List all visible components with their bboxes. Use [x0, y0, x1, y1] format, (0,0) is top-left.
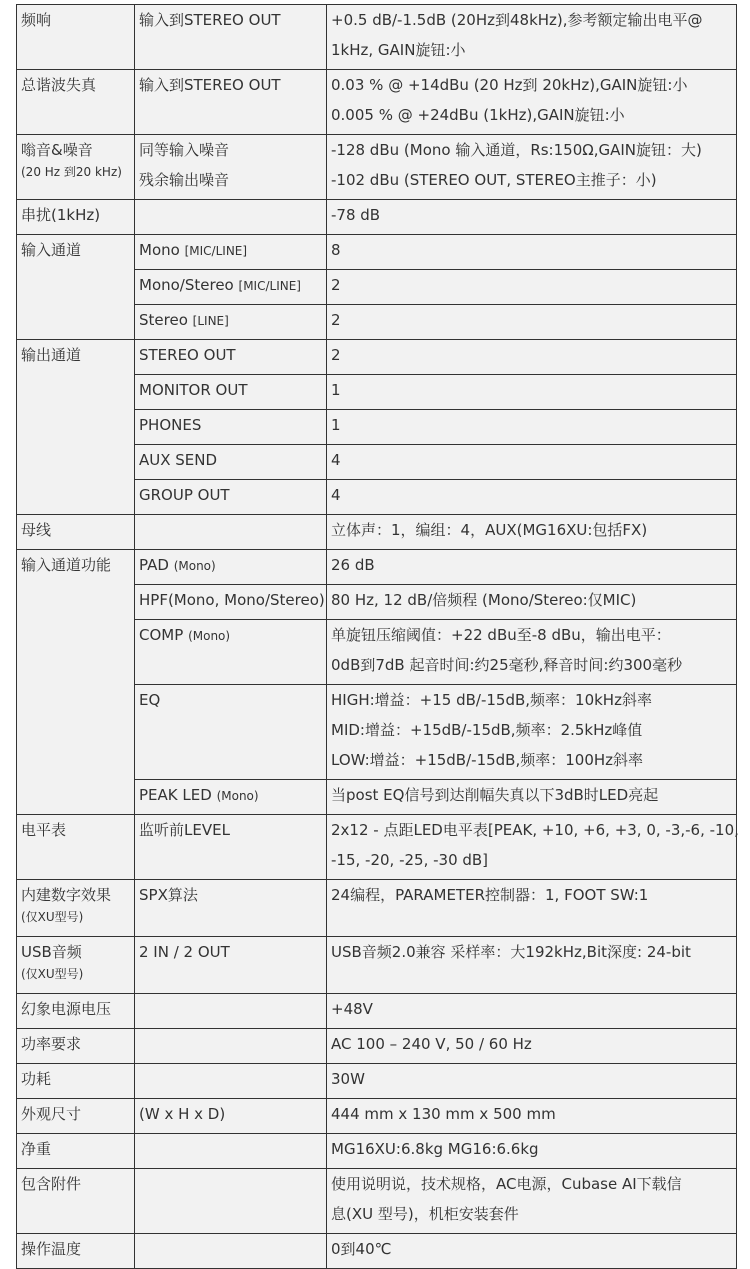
spec-condition — [135, 1064, 327, 1099]
spec-condition — [135, 550, 327, 585]
table-row — [17, 550, 737, 585]
table-row — [17, 340, 737, 375]
spec-value-text: 24编程，PARAMETER控制器：1, FOOT SW:1 — [331, 886, 649, 904]
spec-value-text: 2 — [331, 346, 341, 364]
table-row — [17, 515, 737, 550]
spec-condition — [135, 480, 327, 515]
spec-name — [17, 1064, 135, 1099]
spec-value-text: 4 — [331, 486, 341, 504]
spec-name-text: 总谐波失真 — [21, 76, 97, 94]
spec-condition-text: 2 IN / 2 OUT — [139, 943, 230, 961]
spec-condition-sub: (Mono) — [173, 559, 216, 573]
spec-condition — [135, 235, 327, 270]
spec-value-text: -15, -20, -25, -30 dB] — [331, 851, 489, 869]
spec-value-text: -102 dBu (STEREO OUT, STEREO主推子：小) — [331, 171, 657, 189]
spec-value — [327, 1064, 737, 1099]
spec-condition-name: AUX SEND — [139, 451, 218, 469]
spec-value-text: +0.5 dB/-1.5dB (20Hz到48kHz),参考额定输出电平@ — [331, 11, 703, 29]
spec-name — [17, 200, 135, 235]
spec-name-text: 幻象电源电压 — [21, 1000, 112, 1018]
spec-name — [17, 1029, 135, 1064]
table-row — [17, 1099, 737, 1134]
spec-name — [17, 515, 135, 550]
spec-value — [327, 1169, 737, 1234]
spec-value-text: 444 mm x 130 mm x 500 mm — [331, 1105, 556, 1123]
spec-condition-sub: (Mono) — [216, 789, 259, 803]
table-row — [17, 5, 737, 70]
spec-condition-text: 输入到STEREO OUT — [139, 76, 281, 94]
spec-value — [327, 305, 737, 340]
spec-name-text: 净重 — [21, 1140, 52, 1158]
spec-value-text: 0到40℃ — [331, 1240, 392, 1258]
spec-condition — [135, 815, 327, 880]
spec-name — [17, 1099, 135, 1134]
table-row — [17, 815, 737, 880]
spec-value — [327, 585, 737, 620]
spec-value-text: 当post EQ信号到达削幅失真以下3dB时LED亮起 — [331, 786, 659, 804]
spec-name-text: 功率要求 — [21, 1035, 82, 1053]
spec-value — [327, 135, 737, 200]
table-row — [17, 1134, 737, 1169]
spec-condition-text — [139, 484, 322, 514]
spec-value-text: 1 — [331, 416, 341, 434]
spec-value-text: 4 — [331, 451, 341, 469]
spec-value — [327, 340, 737, 375]
spec-condition — [135, 880, 327, 937]
spec-condition-name: MONITOR OUT — [139, 381, 248, 399]
spec-condition-sub: (Mono) — [188, 629, 231, 643]
spec-value — [327, 815, 737, 880]
spec-condition — [135, 780, 327, 815]
spec-condition — [135, 1099, 327, 1134]
spec-condition-text — [139, 1238, 322, 1268]
spec-value-text: AC 100 – 240 V, 50 / 60 Hz — [331, 1035, 532, 1053]
spec-name-text: 输入通道功能 — [21, 556, 112, 574]
spec-condition-name: PAD — [139, 556, 169, 574]
spec-condition — [135, 305, 327, 340]
spec-condition-text: 同等输入噪音 — [139, 141, 230, 159]
spec-condition-text: SPX算法 — [139, 886, 198, 904]
spec-value — [327, 200, 737, 235]
spec-condition — [135, 5, 327, 70]
spec-value-text: USB音频2.0兼容 采样率：大192kHz,Bit深度: 24-bit — [331, 943, 691, 961]
spec-name-text: 操作温度 — [21, 1240, 82, 1258]
spec-condition-text — [139, 624, 322, 654]
table-row — [17, 1029, 737, 1064]
spec-condition-sub: [MIC/LINE] — [184, 244, 248, 258]
spec-value-text: MG16XU:6.8kg MG16:6.6kg — [331, 1140, 539, 1158]
spec-name-note: (仅XU型号) — [21, 910, 84, 924]
table-row — [17, 994, 737, 1029]
spec-value-text: 息(XU 型号)，机柜安装套件 — [331, 1205, 519, 1223]
spec-name-text: USB音频 — [21, 943, 82, 961]
spec-value — [327, 1029, 737, 1064]
spec-condition-text — [139, 274, 322, 304]
spec-value — [327, 5, 737, 70]
spec-condition-name: Stereo — [139, 311, 188, 329]
table-row — [17, 1169, 737, 1234]
spec-value-text: 8 — [331, 241, 341, 259]
spec-condition-text — [139, 784, 322, 814]
spec-condition — [135, 200, 327, 235]
spec-condition — [135, 937, 327, 994]
spec-condition-text: (W x H x D) — [139, 1105, 226, 1123]
spec-value — [327, 937, 737, 994]
spec-name — [17, 1234, 135, 1269]
spec-condition-name: STEREO OUT — [139, 346, 236, 364]
spec-condition-text — [139, 1138, 322, 1168]
spec-name — [17, 994, 135, 1029]
spec-name-text: 内建数字效果 — [21, 886, 112, 904]
spec-name-text: 电平表 — [21, 821, 67, 839]
spec-name — [17, 340, 135, 515]
spec-condition-name: EQ — [139, 691, 161, 709]
spec-condition-text — [139, 589, 325, 619]
spec-condition-text — [139, 554, 322, 584]
spec-condition — [135, 994, 327, 1029]
spec-value-text: 2 — [331, 311, 341, 329]
spec-value-text: 80 Hz, 12 dB/倍频程 (Mono/Stereo:仅MIC) — [331, 591, 637, 609]
spec-name-text: 包含附件 — [21, 1175, 82, 1193]
spec-condition — [135, 1234, 327, 1269]
spec-condition — [135, 270, 327, 305]
spec-condition — [135, 585, 327, 620]
spec-value-text: MID:增益：+15dB/-15dB,频率：2.5kHz峰值 — [331, 721, 643, 739]
spec-name-text: 串扰(1kHz) — [21, 206, 101, 224]
spec-name — [17, 135, 135, 200]
spec-name-text: 功耗 — [21, 1070, 52, 1088]
spec-name — [17, 235, 135, 340]
spec-condition-sub: [MIC/LINE] — [238, 279, 301, 293]
spec-value — [327, 445, 737, 480]
spec-name-text: 输入通道 — [21, 241, 82, 259]
spec-condition — [135, 620, 327, 685]
spec-name-note: (仅XU型号) — [21, 967, 84, 981]
spec-value-text: 使用说明说，技术规格，AC电源，Cubase AI下载信 — [331, 1175, 682, 1193]
spec-name — [17, 70, 135, 135]
spec-condition-name: Mono/Stereo — [139, 276, 234, 294]
spec-value — [327, 70, 737, 135]
table-row — [17, 1234, 737, 1269]
spec-name — [17, 1134, 135, 1169]
table-row — [17, 1064, 737, 1099]
spec-condition-name: HPF(Mono, Mono/Stereo) — [139, 591, 325, 609]
spec-value — [327, 235, 737, 270]
table-row — [17, 135, 737, 200]
spec-name-text: 频响 — [21, 11, 52, 29]
spec-name — [17, 815, 135, 880]
spec-condition-text: 监听前LEVEL — [139, 821, 230, 839]
spec-condition — [135, 375, 327, 410]
spec-condition-text — [139, 239, 322, 269]
spec-value-text: 0dB到7dB 起音时间:约25毫秒,释音时间:约300毫秒 — [331, 656, 683, 674]
spec-condition — [135, 1169, 327, 1234]
spec-condition-text — [139, 344, 322, 374]
spec-value — [327, 515, 737, 550]
spec-value — [327, 994, 737, 1029]
spec-condition-name: GROUP OUT — [139, 486, 230, 504]
spec-condition-text — [139, 309, 322, 339]
spec-value — [327, 410, 737, 445]
table-row — [17, 937, 737, 994]
spec-value-text: -78 dB — [331, 206, 381, 224]
spec-name — [17, 1169, 135, 1234]
spec-value-text: 2 — [331, 276, 341, 294]
spec-condition — [135, 515, 327, 550]
spec-value — [327, 620, 737, 685]
spec-value-text: 单旋钮压缩阈值：+22 dBu至-8 dBu，输出电平： — [331, 626, 671, 644]
spec-value — [327, 270, 737, 305]
spec-value-text: 0.005 % @ +24dBu (1kHz),GAIN旋钮:小 — [331, 106, 625, 124]
spec-condition-name: PEAK LED — [139, 786, 212, 804]
table-row — [17, 200, 737, 235]
spec-condition — [135, 685, 327, 780]
spec-condition — [135, 70, 327, 135]
spec-name-text: 外观尺寸 — [21, 1105, 82, 1123]
spec-condition-text — [139, 414, 322, 444]
spec-condition-text: 输入到STEREO OUT — [139, 11, 281, 29]
spec-value — [327, 1099, 737, 1134]
spec-name — [17, 550, 135, 815]
table-row — [17, 235, 737, 270]
spec-value — [327, 685, 737, 780]
table-row — [17, 880, 737, 937]
spec-value — [327, 1134, 737, 1169]
spec-condition-name: COMP — [139, 626, 184, 644]
spec-value-text: 0.03 % @ +14dBu (20 Hz到 20kHz),GAIN旋钮:小 — [331, 76, 688, 94]
spec-name-note: (20 Hz 到20 kHz) — [21, 165, 122, 179]
spec-value-text: 立体声：1，编组：4，AUX(MG16XU:包括FX) — [331, 521, 648, 539]
spec-value-text: 30W — [331, 1070, 365, 1088]
spec-value — [327, 480, 737, 515]
spec-condition-text — [139, 204, 322, 234]
spec-condition-text — [139, 689, 322, 719]
spec-value — [327, 375, 737, 410]
spec-value-text: 1 — [331, 381, 341, 399]
spec-condition-text: 残余输出噪音 — [139, 171, 230, 189]
spec-condition-text — [139, 1068, 322, 1098]
spec-condition-text — [139, 519, 322, 549]
spec-value-text: 26 dB — [331, 556, 375, 574]
spec-value-text: 1kHz, GAIN旋钮:小 — [331, 41, 466, 59]
spec-value-text: 2x12 - 点距LED电平表[PEAK, +10, +6, +3, 0, -3,-6, -10, — [331, 821, 739, 839]
table-row — [17, 70, 737, 135]
spec-condition — [135, 445, 327, 480]
spec-condition-name: Mono — [139, 241, 180, 259]
spec-condition-text — [139, 449, 322, 479]
spec-condition-sub: [LINE] — [192, 314, 229, 328]
spec-value — [327, 550, 737, 585]
spec-value-text: HIGH:增益：+15 dB/-15dB,频率：10kHz斜率 — [331, 691, 652, 709]
spec-name-text: 输出通道 — [21, 346, 82, 364]
spec-value-text: -128 dBu (Mono 输入通道，Rs:150Ω,GAIN旋钮：大) — [331, 141, 702, 159]
spec-name-text: 嗡音&噪音 — [21, 141, 93, 159]
spec-condition-text — [139, 1033, 322, 1063]
spec-value-text: +48V — [331, 1000, 373, 1018]
spec-condition-name: PHONES — [139, 416, 202, 434]
spec-name-text: 母线 — [21, 521, 52, 539]
spec-value — [327, 780, 737, 815]
spec-table — [16, 4, 737, 1269]
spec-name — [17, 937, 135, 994]
spec-condition-text — [139, 1173, 322, 1203]
spec-name — [17, 5, 135, 70]
spec-condition-text — [139, 998, 322, 1028]
spec-name — [17, 880, 135, 937]
spec-condition — [135, 1029, 327, 1064]
spec-value-text: LOW:增益：+15dB/-15dB,频率：100Hz斜率 — [331, 751, 644, 769]
spec-condition — [135, 410, 327, 445]
spec-value — [327, 1234, 737, 1269]
spec-condition-text — [139, 379, 322, 409]
spec-condition — [135, 135, 327, 200]
spec-condition — [135, 340, 327, 375]
spec-value — [327, 880, 737, 937]
spec-condition — [135, 1134, 327, 1169]
